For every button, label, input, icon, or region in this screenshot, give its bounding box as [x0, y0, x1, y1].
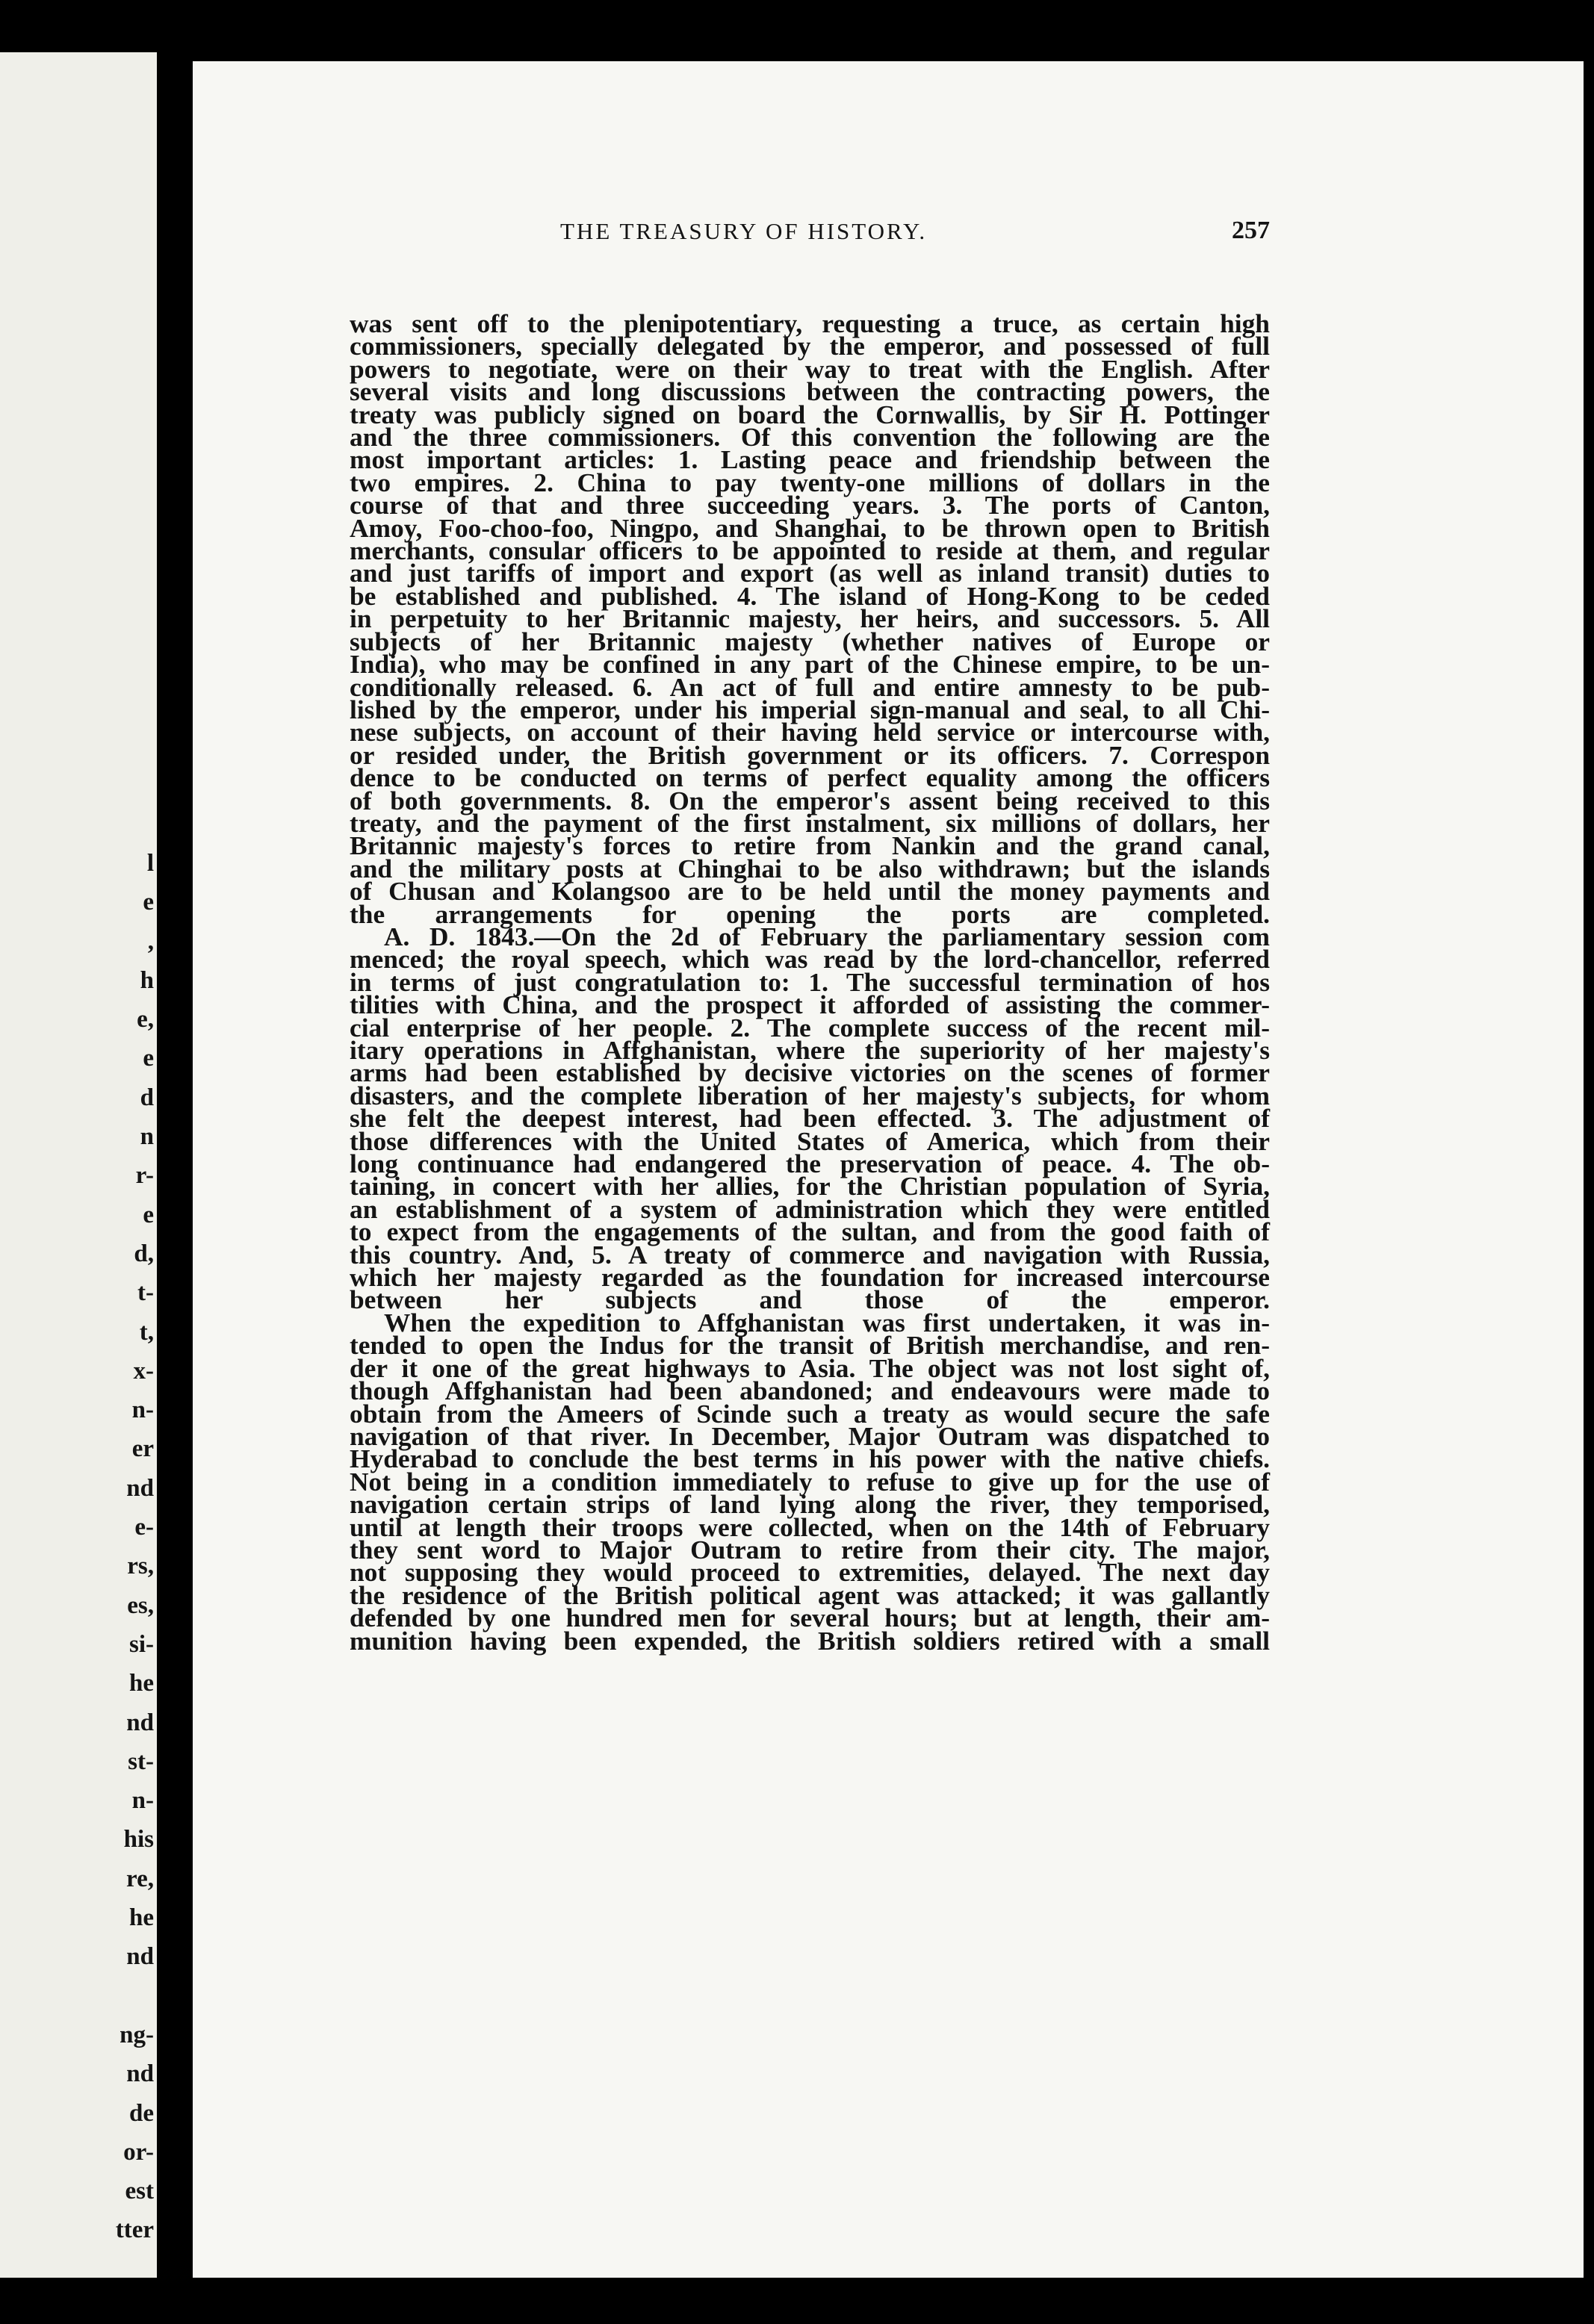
text-line: lished by the emperor, under his imperial sign-manual and seal, to all Chi-: [350, 694, 1270, 724]
text-line: obtain from the Ameers of Scinde such a treaty as would secure the safe: [350, 1398, 1270, 1429]
text-line: arms had been established by decisive victories on the scenes of former: [350, 1057, 1270, 1088]
text-line: in perpetuity to her Britannic majesty, her heirs, and successors. 5. All: [350, 603, 1270, 634]
text-line: she felt the deepest interest, had been effected. 3. The adjustment of: [350, 1103, 1270, 1134]
fragment-line: d: [140, 1084, 154, 1111]
fragment-line: ng-: [120, 2021, 154, 2048]
text-line: the residence of the British political agent was attacked; it was gallantly: [350, 1579, 1270, 1610]
text-line: der it one of the great highways to Asia. The object was not lost sight of,: [350, 1352, 1270, 1383]
text-line: to expect from the engagements of the sultan, and from the good faith of: [350, 1217, 1270, 1247]
fragment-line: x-: [133, 1357, 154, 1385]
previous-page-fragments: [4, 844, 154, 2250]
fragment-line: his: [123, 1826, 154, 1854]
fragment-line: nd: [126, 1474, 154, 1502]
fragment-line: st-: [128, 1747, 154, 1775]
text-line: was sent off to the plenipotentiary, requesting a truce, as certain high: [350, 308, 1270, 338]
fragment-line: r-: [135, 1162, 154, 1190]
fragment-line: t-: [137, 1279, 154, 1307]
text-line: itary operations in Affghanistan, where the superiority of her majesty's: [350, 1035, 1270, 1065]
text-line: of both governments. 8. On the emperor's assent being received to this: [350, 785, 1270, 815]
text-line: A. D. 1843.—On the 2d of February the parliamentary session com: [384, 921, 1270, 951]
fragment-line: nd: [126, 1709, 154, 1736]
fragment-line: re,: [126, 1865, 154, 1892]
fragment-line: d,: [134, 1240, 154, 1267]
fragment-line: e: [143, 889, 154, 916]
fragment-line: n: [140, 1123, 154, 1151]
text-line: which her majesty regarded as the foundation for increased intercourse: [350, 1262, 1270, 1293]
text-line: commissioners, specially delegated by the emperor, and possessed of full: [350, 331, 1270, 361]
text-line: tended to open the Indus for the transit of British merchandise, and ren-: [350, 1330, 1270, 1361]
text-line: conditionally released. 6. An act of full and entire amnesty to be pub-: [350, 671, 1270, 702]
fragment-line: nd: [126, 1943, 154, 1971]
text-line: and just tariffs of import and export (as well as inland transit) duties to: [350, 558, 1270, 588]
text-line: subjects of her Britannic majesty (whether natives of Europe or: [350, 626, 1270, 656]
text-line: between her subjects and those of the emperor.: [350, 1284, 1270, 1315]
fragment-line: e: [143, 1201, 154, 1228]
fragment-line: nd: [126, 2060, 154, 2088]
text-line: disasters, and the complete liberation of her majesty's subjects, for whom: [350, 1080, 1270, 1110]
text-line: course of that and three succeeding years. 3. The ports of Canton,: [350, 490, 1270, 521]
running-head: [359, 217, 1270, 245]
text-line: the arrangements for opening the ports are completed.: [350, 898, 1270, 929]
text-line: dence to be conducted on terms of perfect equality among the officers: [350, 762, 1270, 793]
text-line: most important articles: 1. Lasting peace and friendship between the: [350, 444, 1270, 475]
text-line: this country. And, 5. A treaty of commerce and navigation with Russia,: [350, 1239, 1270, 1270]
text-line: navigation certain strips of land lying along the river, they temporised,: [350, 1489, 1270, 1520]
text-line: though Affghanistan had been abandoned; and endeavours were made to: [350, 1376, 1270, 1406]
text-line: long continuance had endangered the preservation of peace. 4. The ob-: [350, 1149, 1270, 1179]
fragment-line: ,: [147, 928, 154, 955]
previous-page-edge: [0, 52, 157, 2278]
paragraph: [350, 921, 1270, 1315]
fragment-line: es,: [127, 1591, 154, 1619]
text-line: two empires. 2. China to pay twenty-one millions of dollars in the: [350, 467, 1270, 497]
fragment-line: t,: [139, 1318, 154, 1346]
text-line: tilities with China, and the prospect it afforded of assisting the commer-: [350, 989, 1270, 1020]
text-line: treaty, and the payment of the first instalment, six millions of dollars, her: [350, 807, 1270, 838]
text-line: Amoy, Foo-choo-foo, Ningpo, and Shanghai, to be thrown open to British: [350, 512, 1270, 543]
text-line: cial enterprise of her people. 2. The complete success of the recent mil-: [350, 1012, 1270, 1043]
text-line: merchants, consular officers to be appointed to reside at them, and regular: [350, 535, 1270, 566]
fragment-line: he: [129, 1904, 154, 1932]
fragment-line: h: [140, 966, 154, 994]
running-title: THE TREASURY OF HISTORY.: [560, 218, 928, 244]
text-line: defended by one hundred men for several hours; but at length, their am-: [350, 1603, 1270, 1633]
text-line: those differences with the United States of America, which from their: [350, 1125, 1270, 1156]
fragment-line: n-: [131, 1396, 154, 1424]
text-line: When the expedition to Affghanistan was first undertaken, it was in-: [384, 1307, 1270, 1337]
text-line: India), who may be confined in any part of the Chinese empire, to be un-: [350, 649, 1270, 680]
text-line: several visits and long discussions between the contracting powers, the: [350, 376, 1270, 407]
fragment-line: l: [146, 850, 154, 877]
text-line: treaty was publicly signed on board the Cornwallis, by Sir H. Pottinger: [350, 399, 1270, 429]
text-line: and the military posts at Chinghai to be also withdrawn; but the islands: [350, 853, 1270, 883]
text-line: they sent word to Major Outram to retire from their city. The major,: [350, 1534, 1270, 1565]
text-line: until at length their troops were collected, when on the 14th of February: [350, 1511, 1270, 1542]
fragment-line: e,: [137, 1006, 154, 1034]
text-line: of Chusan and Kolangsoo are to be held until the money payments and: [350, 876, 1270, 907]
text-line: Britannic majesty's forces to retire from Nankin and the grand canal,: [350, 830, 1270, 861]
text-line: taining, in concert with her allies, for the Christian population of Syria,: [350, 1171, 1270, 1202]
fragment-line: n-: [131, 1787, 154, 1815]
text-line: Not being in a condition immediately to refuse to give up for the use of: [350, 1466, 1270, 1497]
text-line: or resided under, the British government or its officers. 7. Correspon: [350, 739, 1270, 770]
text-line: and the three commissioners. Of this convention the following are the: [350, 422, 1270, 453]
paragraph: [350, 308, 1270, 929]
paragraph: [350, 1307, 1270, 1656]
fragment-line: er: [131, 1435, 154, 1463]
fragment-line: he: [129, 1670, 154, 1697]
text-line: navigation of that river. In December, Major Outram was dispatched to: [350, 1420, 1270, 1451]
fragment-line: or-: [123, 2138, 154, 2166]
fragment-line: e-: [134, 1514, 154, 1541]
text-line: powers to negotiate, were on their way to treat with the English. After: [350, 353, 1270, 384]
body-text: [350, 308, 1270, 1656]
text-line: an establishment of a system of administration which they were entitled: [350, 1193, 1270, 1224]
fragment-line: est: [125, 2178, 154, 2205]
text-line: nese subjects, on account of their having held service or intercourse with,: [350, 717, 1270, 748]
page-number: 257: [1232, 217, 1270, 244]
fragment-line: rs,: [127, 1553, 154, 1580]
fragment-line: si-: [129, 1630, 154, 1658]
text-line: in terms of just congratulation to: 1. The successful termination of hos: [350, 966, 1270, 997]
fragment-line: [4, 1977, 154, 2016]
text-line: munition having been expended, the British soldiers retired with a small: [350, 1625, 1270, 1656]
text-line: menced; the royal speech, which was read by the lord-chancellor, referred: [350, 944, 1270, 975]
fragment-line: de: [129, 2099, 154, 2127]
fragment-line: tter: [115, 2216, 154, 2244]
text-line: not supposing they would proceed to extremities, delayed. The next day: [350, 1557, 1270, 1588]
text-line: be established and published. 4. The island of Hong-Kong to be ceded: [350, 580, 1270, 611]
fragment-line: e: [143, 1045, 154, 1072]
text-line: Hyderabad to conclude the best terms in his power with the native chiefs.: [350, 1444, 1270, 1474]
